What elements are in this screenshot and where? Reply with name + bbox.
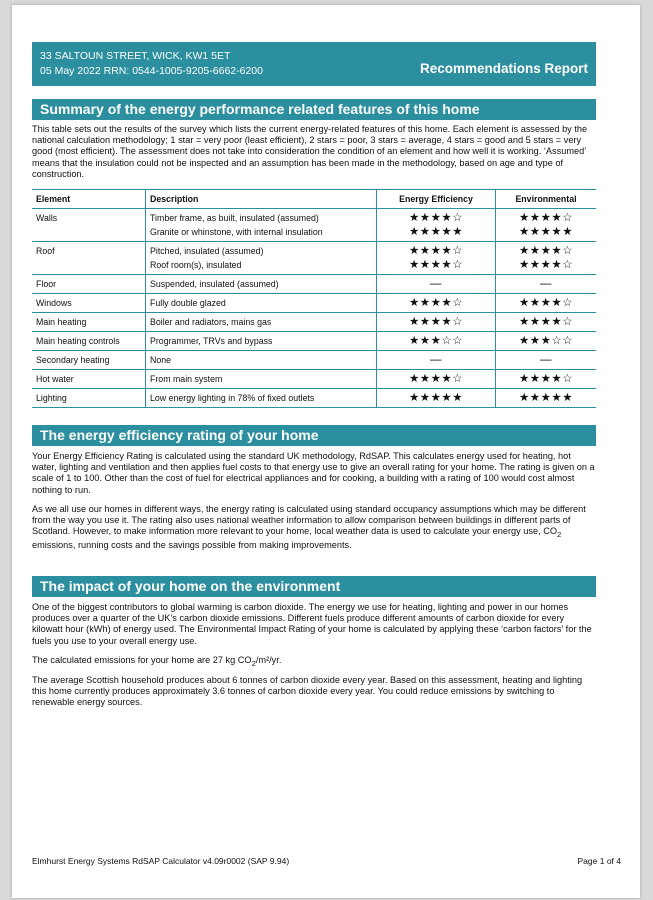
star-rating: — bbox=[430, 354, 442, 366]
rating-section-title: The energy efficiency rating of your home bbox=[32, 425, 596, 446]
element-cell: Main heating controls bbox=[32, 332, 146, 351]
star-rating: ★★★★☆ bbox=[408, 297, 464, 309]
environmental-rating-cell bbox=[496, 389, 597, 408]
table-row bbox=[32, 209, 596, 242]
col-element: Element bbox=[32, 190, 146, 209]
environment-section-title: The impact of your home on the environment bbox=[32, 576, 596, 597]
description-cell bbox=[146, 275, 377, 294]
element-cell: Lighting bbox=[32, 389, 146, 408]
element-cell: Walls bbox=[32, 209, 146, 242]
environmental-rating-cell bbox=[496, 313, 597, 332]
star-rating: ★★★★☆ bbox=[518, 212, 574, 224]
environmental-rating-cell bbox=[496, 332, 597, 351]
element-cell: Main heating bbox=[32, 313, 146, 332]
efficiency-rating-cell bbox=[377, 242, 496, 275]
efficiency-rating-cell bbox=[377, 275, 496, 294]
col-environmental: Environmental bbox=[496, 190, 597, 209]
star-rating: ★★★★★ bbox=[408, 392, 464, 404]
efficiency-rating-cell bbox=[377, 351, 496, 370]
description-cell bbox=[146, 370, 377, 389]
footer-software: Elmhurst Energy Systems RdSAP Calculator v4.09r0002 (SAP 9.94) bbox=[32, 856, 290, 866]
table-row bbox=[32, 294, 596, 313]
table-row bbox=[32, 275, 596, 294]
description-cell bbox=[146, 294, 377, 313]
description-cell bbox=[146, 313, 377, 332]
description-line: Pitched, insulated (assumed) bbox=[150, 246, 264, 256]
environmental-rating-cell bbox=[496, 209, 597, 242]
description-cell bbox=[146, 389, 377, 408]
star-rating: ★★★★☆ bbox=[408, 316, 464, 328]
table-row bbox=[32, 389, 596, 408]
description-cell bbox=[146, 332, 377, 351]
efficiency-rating-cell bbox=[377, 294, 496, 313]
element-cell: Hot water bbox=[32, 370, 146, 389]
star-rating: ★★★☆☆ bbox=[518, 335, 574, 347]
table-row bbox=[32, 370, 596, 389]
description-line: Timber frame, as built, insulated (assumed) bbox=[150, 213, 319, 223]
star-rating: — bbox=[430, 278, 442, 290]
col-description: Description bbox=[146, 190, 377, 209]
environment-paragraph-3: The average Scottish household produces about 6 tonnes of carbon dioxide every year. Based on this assessment, heating and lighting this home currently produces approximately 3.6 tonnes of carbon dioxide every year. You could reduce emissions by switching to renewable energy sources. bbox=[32, 675, 583, 708]
star-rating: ★★★★☆ bbox=[518, 297, 574, 309]
description-line: From main system bbox=[150, 374, 223, 384]
star-rating: ★★★★☆ bbox=[518, 373, 574, 385]
description-line: Granite or whinstone, with internal insulation bbox=[150, 227, 323, 237]
star-rating: ★★★☆☆ bbox=[408, 335, 464, 347]
footer-page-number: Page 1 of 4 bbox=[577, 856, 621, 866]
table-row bbox=[32, 313, 596, 332]
star-rating: — bbox=[540, 278, 552, 290]
description-line: Programmer, TRVs and bypass bbox=[150, 336, 273, 346]
description-line: Low energy lighting in 78% of fixed outlets bbox=[150, 393, 315, 403]
star-rating: ★★★★☆ bbox=[518, 245, 574, 257]
star-rating: ★★★★☆ bbox=[408, 373, 464, 385]
element-cell: Windows bbox=[32, 294, 146, 313]
property-address: 33 SALTOUN STREET, WICK, KW1 5ET bbox=[40, 50, 231, 62]
environmental-rating-cell bbox=[496, 370, 597, 389]
description-line: Roof room(s), insulated bbox=[150, 260, 242, 270]
environmental-rating-cell bbox=[496, 275, 597, 294]
rating-paragraph-1: Your Energy Efficiency Rating is calculated using the standard UK methodology, RdSAP. This calculates energy used for heating, hot water, lighting and ventilation and then applies fuel costs to that energy use to give an overall rating for your home. The rating is given on a scale of 1 to 100. Other than the cost of fuel for electrical appliances and for cooking, a building with a rating of 100 would cost almost nothing to run. bbox=[32, 451, 595, 495]
table-header-row bbox=[32, 190, 596, 209]
element-cell: Floor bbox=[32, 275, 146, 294]
star-rating: ★★★★☆ bbox=[518, 259, 574, 271]
description-line: Boiler and radiators, mains gas bbox=[150, 317, 272, 327]
summary-section-title: Summary of the energy performance related features of this home bbox=[32, 99, 596, 120]
summary-intro: This table sets out the results of the survey which lists the current energy-related features of this home. Each element is assessed by the national calculation methodology; 1 star = very poor (least efficient), 2 stars = poor, 3 stars = average, 4 stars = good and 5 stars = very good (most efficient). The assessment does not take into consideration the condition of an element and how well it is working. ‘Assumed’ means that the insulation could not be inspected and an assumption has been made in the methodology, based on age and type of construction. bbox=[32, 124, 588, 179]
description-cell bbox=[146, 242, 377, 275]
header-address-block bbox=[40, 49, 263, 79]
features-table bbox=[32, 189, 596, 408]
table-row bbox=[32, 242, 596, 275]
element-cell: Secondary heating bbox=[32, 351, 146, 370]
star-rating: ★★★★☆ bbox=[408, 245, 464, 257]
star-rating: — bbox=[540, 354, 552, 366]
efficiency-rating-cell bbox=[377, 313, 496, 332]
element-cell: Roof bbox=[32, 242, 146, 275]
table-row bbox=[32, 351, 596, 370]
environmental-rating-cell bbox=[496, 242, 597, 275]
report-header bbox=[32, 42, 596, 86]
description-cell bbox=[146, 351, 377, 370]
efficiency-rating-cell bbox=[377, 209, 496, 242]
star-rating: ★★★★★ bbox=[408, 226, 464, 238]
table-row bbox=[32, 332, 596, 351]
environment-paragraph-1: One of the biggest contributors to global warming is carbon dioxide. The energy we use for heating, lighting and power in our homes produces over a quarter of the UK’s carbon dioxide emissions. Different fuels produce different amounts of carbon dioxide for every kilowatt hour (kWh) of energy used. The Environmental Impact Rating of your home is calculated by applying these ‘carbon factors’ for the fuels you use to your overall energy use. bbox=[32, 602, 592, 646]
efficiency-rating-cell bbox=[377, 370, 496, 389]
efficiency-rating-cell bbox=[377, 332, 496, 351]
description-cell bbox=[146, 209, 377, 242]
star-rating: ★★★★☆ bbox=[408, 212, 464, 224]
star-rating: ★★★★☆ bbox=[408, 259, 464, 271]
col-energy-efficiency: Energy Efficiency bbox=[377, 190, 496, 209]
star-rating: ★★★★★ bbox=[518, 226, 574, 238]
date-rrn: 05 May 2022 RRN: 0544-1005-9205-6662-6200 bbox=[40, 65, 263, 77]
star-rating: ★★★★★ bbox=[518, 392, 574, 404]
star-rating: ★★★★☆ bbox=[518, 316, 574, 328]
efficiency-rating-cell bbox=[377, 389, 496, 408]
environmental-rating-cell bbox=[496, 351, 597, 370]
report-title: Recommendations Report bbox=[419, 61, 588, 76]
description-line: Fully double glazed bbox=[150, 298, 226, 308]
rating-paragraph-2: As we all use our homes in different ways, the energy rating is calculated using standard occupancy assumptions which may be different from the way you use it. The rating also uses national weather information to allow comparison between buildings in different parts of Scotland. However, to make information more relevant to your home, local weather data is used to calculate your energy use, $CO_2$ emissions, running costs and the savings possible from making improvements. bbox=[32, 504, 586, 551]
environmental-rating-cell bbox=[496, 294, 597, 313]
description-line: Suspended, insulated (assumed) bbox=[150, 279, 279, 289]
emissions-statement: The calculated emissions for your home are 27 kg $CO_2/m^2/yr$. bbox=[32, 655, 282, 668]
description-line: None bbox=[150, 355, 172, 365]
